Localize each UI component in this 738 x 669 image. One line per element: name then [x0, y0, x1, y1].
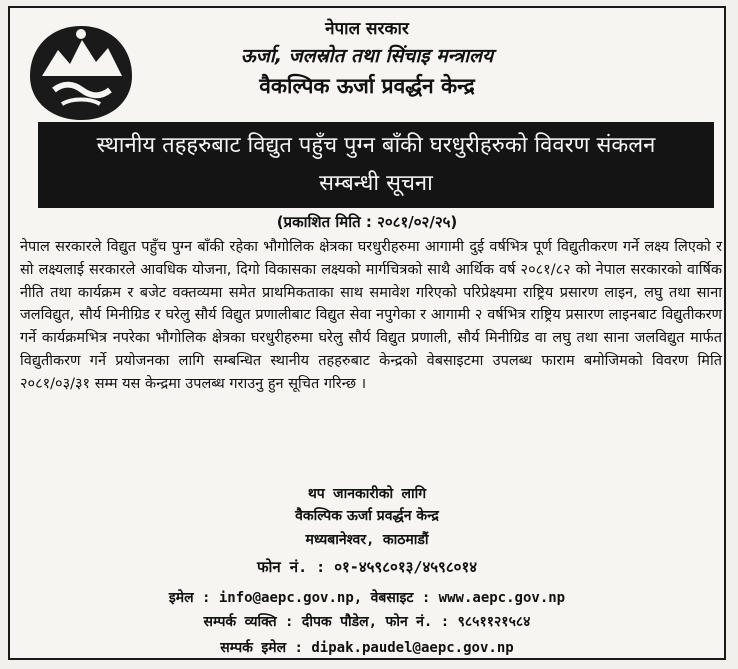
- notice-body: नेपाल सरकारले विद्युत पहुँच पुग्न बाँकी रहेका भौगोलिक क्षेत्रका घरधुरीहरुमा आगामी दुई वर्षभित्र पूर्ण विद्युतीकरण गर्ने लक्ष्य लिएको र सो लक्ष्यलाई सरकारले आवधिक योजना, दिगो विकासका लक्ष्यको मार्गचित्रको साथै आर्थिक वर्ष २०८१/८२ को नेपाल सरकारको वार्षिक नीति तथा कार्यक्रम र बजेट वक्तव्यमा समेत प्राथमिकताका साथ समावेश गरिएको परिप्रेक्ष्यमा राष्ट्रिय प्रसारण लाइन, लघु तथा साना जलविद्युत, सौर्य मिनीग्रिड र घरेलु सौर्य विद्युत प्रणालीबाट विद्युत सेवा नपुगेका र आगामी २ वर्षभित्र राष्ट्रिय प्रसारण लाइनबाट विद्युतीकरण गर्ने कार्यक्रमभित्र नपरेका भौगोलिक क्षेत्रका घरधुरीहरुमा घरेलु सौर्य विद्युत प्रणाली, सौर्य मिनीग्रिड वा लघु तथा साना जलविद्युत मार्फत विद्युतीकरण गर्ने प्रयोजनका लागि सम्बन्धित स्थानीय तहहरुबाट केन्द्रको वेबसाइटमा उपलब्ध फाराम बमोजिमको विवरण मिति २०८१/०३/३१ सम्म यस केन्द्रमा उपलब्ध गराउनु हुन सूचित गरिन्छ ।: [20, 239, 722, 392]
- more-info-label: थप जानकारीको लागि: [307, 486, 427, 502]
- government-name: नेपाल सरकार: [325, 19, 409, 39]
- contact-phone: फोन नं. : ०१-४५९८०१३/४५९८०१४: [256, 558, 478, 576]
- notice-title-line1: स्थानीय तहहरुबाट विद्युत पहुँच पुग्न बाँकी घरधुरीहरुको विवरण संकलन: [96, 133, 656, 158]
- published-date: (प्रकाशित मिति : २०८१/०२/२५): [276, 213, 458, 231]
- notice-title-banner: [38, 122, 714, 208]
- contact-email: सम्पर्क इमेल : dipak.paudel@aepc.gov.np: [220, 640, 514, 656]
- ministry-name: ऊर्जा, जलस्रोत तथा सिंचाइ मन्त्रालय: [240, 45, 494, 67]
- notice-title-line2: सम्बन्धी सूचना: [319, 171, 433, 196]
- contact-person: सम्पर्क व्यक्ति : दीपक पौडेल, फोन नं. : ९८५११२१५८४: [203, 614, 531, 630]
- contact-address: मध्यबानेश्वर, काठमाडौं: [305, 532, 429, 548]
- contact-email-website: इमेल : info@aepc.gov.np, वेबसाइट : www.aepc.gov.np: [168, 590, 566, 606]
- notice-frame: [8, 6, 726, 660]
- contact-office: वैकल्पिक ऊर्जा प्रवर्द्धन केन्द्र: [295, 508, 439, 524]
- centre-name: वैकल्पिक ऊर्जा प्रवर्द्धन केन्द्र: [259, 74, 475, 98]
